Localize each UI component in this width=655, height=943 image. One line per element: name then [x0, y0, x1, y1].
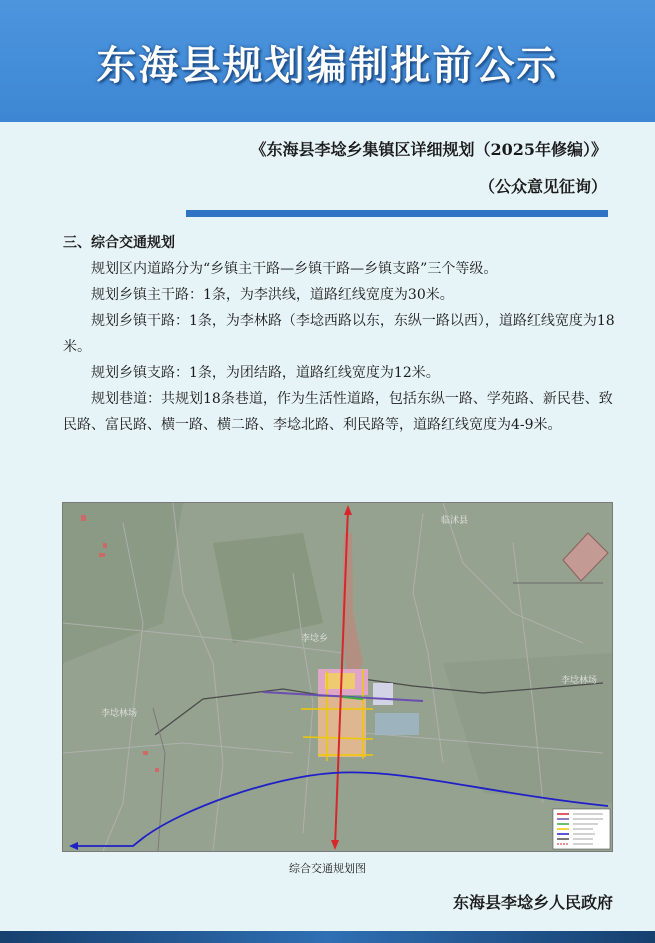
paragraph: 规划乡镇干路：1条，为李林路（李埝西路以东，东纵一路以西），道路红线宽度为18米。: [63, 313, 615, 355]
traffic-plan-map: [62, 502, 613, 852]
paragraph: 规划区内道路分为“乡镇主干路—乡镇干路—乡镇支路”三个等级。: [91, 261, 498, 277]
paragraph: 规划乡镇支路：1条，为团结路，道路红线宽度为12米。: [91, 365, 440, 381]
place-label: 李埝林场: [561, 676, 598, 686]
document-subtitle: （公众意见征询）: [478, 177, 607, 196]
place-label: 李埝林场: [101, 709, 138, 719]
paragraph: 规划乡镇主干路：1条，为李洪线，道路红线宽度为30米。: [91, 287, 454, 303]
section-heading: 三、综合交通规划: [63, 235, 175, 251]
paragraph: 规划巷道：共规划18条巷道，作为生活性道路，包括东纵一路、学苑路、新民巷、致民路、富民路、横一路、横二路、李埝北路、利民路等，道路红线宽度为4-9米。: [63, 391, 613, 433]
document-title: 《东海县李埝乡集镇区详细规划（2025年修编）》: [250, 140, 607, 159]
title-divider: [186, 210, 608, 217]
place-label: 临沭县: [441, 516, 469, 526]
section-body: [63, 256, 615, 438]
town-residential-land: [318, 697, 366, 757]
map-legend: [553, 809, 610, 849]
bottom-bar: [0, 931, 655, 943]
place-label: 李埝乡: [301, 634, 329, 644]
issuer-signature: 东海县李埝乡人民政府: [452, 893, 613, 912]
map-caption: 综合交通规划图: [289, 862, 366, 875]
page-title: 东海县规划编制批前公示: [96, 43, 559, 89]
header-banner: [0, 0, 655, 122]
